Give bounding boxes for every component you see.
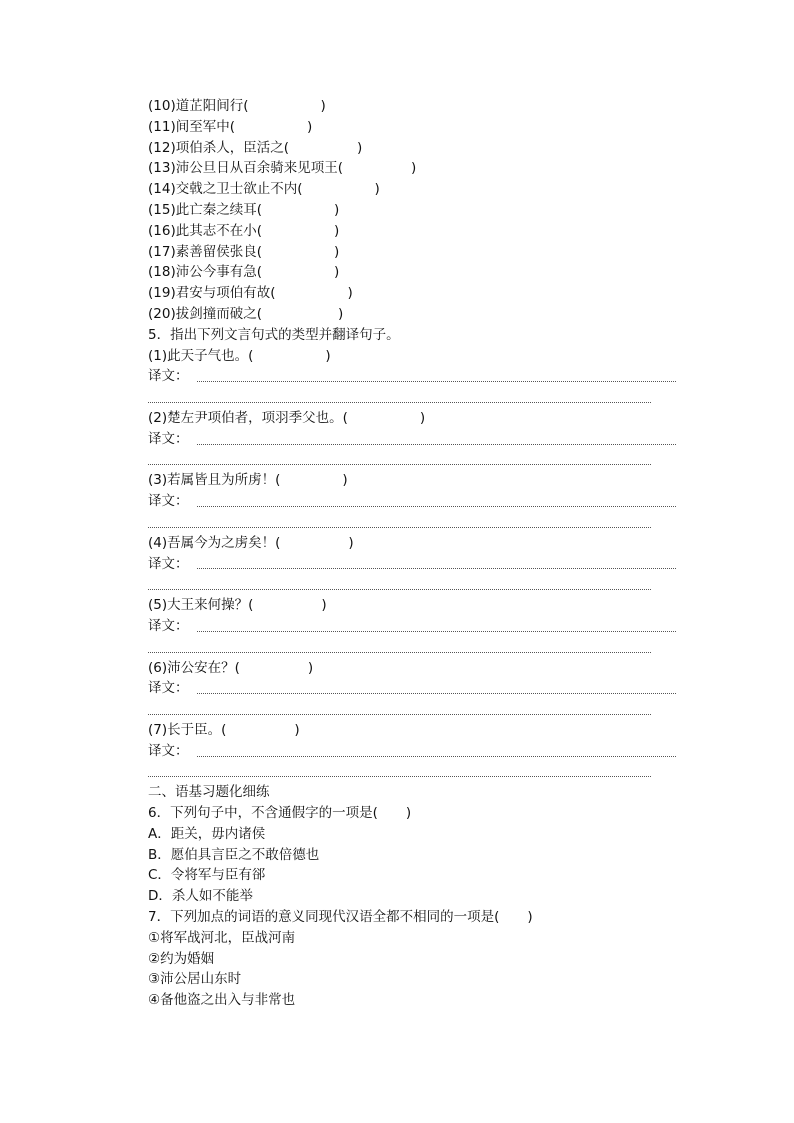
translation-line-2[interactable] [148, 637, 676, 658]
translation-line[interactable] [197, 619, 677, 632]
q5-sentence-4: (4)吾属今为之虏矣！( ) 译文： [148, 533, 676, 595]
option-3: ③沛公居山东时 [148, 971, 242, 988]
translation-line[interactable] [197, 744, 677, 757]
translation-line-2[interactable] [148, 699, 676, 720]
q5-sentence-7: (7)长于臣。( ) 译文： [148, 720, 676, 782]
translate-label: 译文： [148, 680, 189, 697]
q5-sentence-5: (5)大王来何操？( ) 译文： [148, 595, 676, 657]
option-2: ②约为婚姻 [148, 950, 215, 967]
q5-sentence-2: (2)楚左尹项伯者，项羽季父也。( ) 译文： [148, 408, 676, 470]
item-17: (17)素善留侯张良( ) [148, 243, 340, 260]
option-a: A．距关，毋内诸侯 [148, 825, 266, 842]
q4-items [148, 96, 676, 325]
option-4: ④备他盗之出入与非常也 [148, 992, 296, 1009]
item-16: (16)此其志不在小( ) [148, 222, 340, 239]
item-12: (12)项伯杀人，臣活之( ) [148, 139, 363, 156]
section-heading: 二、语基习题化细练 [148, 784, 270, 801]
q5-sentence-6: (6)沛公安在？( ) 译文： [148, 658, 676, 720]
translation-line-2[interactable] [148, 762, 676, 783]
item-10: (10)道芷阳间行( ) [148, 98, 326, 114]
translation-line[interactable] [197, 681, 677, 694]
option-1: ①将军战河北，臣战河南 [148, 929, 296, 946]
item-11: (11)间至军中( ) [148, 118, 313, 135]
translate-label: 译文： [148, 368, 189, 385]
item-14: (14)交戟之卫士欲止不内( ) [148, 181, 380, 198]
translation-line[interactable] [197, 556, 677, 569]
item-13: (13)沛公旦日从百余骑来见项王( ) [148, 160, 417, 177]
question-6: 6．下列句子中，不含通假字的一项是( ) A．距关，毋内诸侯 B．愿伯具言臣之不敢倍德也 C．令将军与臣有郤 D．杀人如不能举 [148, 803, 676, 907]
translation-line[interactable] [197, 369, 677, 382]
q5-sentence-3: (3)若属皆且为所虏！( ) 译文： [148, 470, 676, 532]
translate-label: 译文： [148, 742, 189, 759]
question-7: 7．下列加点的词语的意义同现代汉语全都不相同的一项是( ) ①将军战河北，臣战河南 ②约为婚姻 ③沛公居山东时 ④备他盗之出入与非常也 [148, 907, 676, 1011]
item-19: (19)君安与项伯有故( ) [148, 285, 353, 302]
translate-label: 译文： [148, 617, 189, 634]
option-c: C．令将军与臣有郤 [148, 867, 266, 884]
translate-label: 译文： [148, 430, 189, 447]
option-d: D．杀人如不能举 [148, 888, 253, 905]
translation-line-2[interactable] [148, 512, 676, 533]
translation-line[interactable] [197, 432, 677, 445]
item-20: (20)拔剑撞而破之( ) [148, 305, 344, 322]
translation-line[interactable] [197, 494, 677, 507]
item-18: (18)沛公今事有急( ) [148, 264, 340, 281]
worksheet-page [148, 96, 676, 1011]
translation-line-2[interactable] [148, 574, 676, 595]
translation-line-2[interactable] [148, 387, 676, 408]
item-15: (15)此亡秦之续耳( ) [148, 201, 340, 218]
option-b: B．愿伯具言臣之不敢倍德也 [148, 846, 320, 863]
q5-title: 5．指出下列文言句式的类型并翻译句子。 [148, 326, 400, 343]
q5-sentence-1: (1)此天子气也。( ) 译文： [148, 346, 676, 408]
translation-line-2[interactable] [148, 450, 676, 471]
translate-label: 译文： [148, 493, 189, 510]
translate-label: 译文： [148, 555, 189, 572]
